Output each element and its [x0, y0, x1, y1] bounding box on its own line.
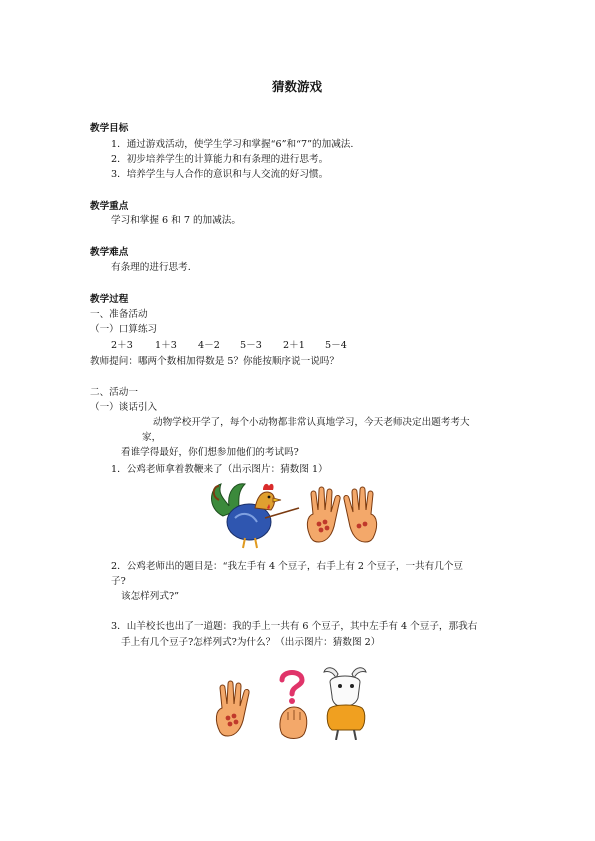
teacher-question: 教师提问：哪两个数相加得数是 5？你能按顺序说一说吗？ — [90, 356, 339, 367]
step-2-cont: 该怎样列式?” — [121, 591, 180, 602]
intro-line: 看谁学得最好，你们想参加他们的考试吗? — [121, 447, 299, 458]
goals-heading: 教学目标 — [90, 123, 129, 134]
exercise: 2＋1 — [283, 340, 305, 351]
figure-rooster-hands — [205, 478, 385, 550]
key-heading: 教学重点 — [90, 201, 129, 212]
key-text: 学习和掌握 6 和 7 的加减法。 — [111, 215, 241, 226]
step-3-cont: 手上有几个豆子?怎样列式?为什么？（出示图片：猜数图 2） — [121, 637, 381, 648]
goal-item: 1．通过游戏活动，使学生学习和掌握“6”和“7”的加减法. — [111, 139, 354, 150]
exercise: 1＋3 — [155, 340, 177, 351]
difficulty-text: 有条理的进行思考. — [111, 262, 191, 273]
part2-title: 二、活动一 — [90, 387, 138, 398]
process-heading: 教学过程 — [90, 294, 129, 305]
part1-title: 一、准备活动 — [90, 309, 148, 320]
exercise: 5－4 — [325, 340, 347, 351]
part2-sub: （一）谈话引入 — [90, 402, 158, 413]
difficulty-heading: 教学难点 — [90, 247, 129, 258]
figure-goat-hands — [210, 664, 380, 740]
step-2: 2．公鸡老师出的题目是：“我左手有 4 个豆子，右手上有 2 个豆子，一共有几个豆 — [111, 561, 464, 572]
part1-sub: （一）口算练习 — [90, 324, 158, 335]
page-title: 猜数游戏 — [272, 79, 323, 94]
intro-line: 动物学校开学了，每个小动物都非常认真地学习，今天老师决定出题考考大 — [153, 417, 470, 428]
exercise: 4－2 — [198, 340, 220, 351]
exercise: 2＋3 — [111, 340, 133, 351]
step-3: 3．山羊校长也出了一道题：我的手上一共有 6 个豆子，其中左手有 4 个豆子，那我右 — [111, 621, 478, 632]
step-1: 1．公鸡老师拿着教鞭来了（出示图片：猜数图 1） — [111, 464, 328, 475]
goal-item: 2．初步培养学生的计算能力和有条理的进行思考。 — [111, 154, 329, 165]
step-2-cont: 子? — [111, 576, 126, 587]
goal-item: 3．培养学生与人合作的意识和与人交流的好习惯。 — [111, 169, 329, 180]
exercise: 5－3 — [240, 340, 262, 351]
intro-line: 家， — [142, 432, 162, 443]
